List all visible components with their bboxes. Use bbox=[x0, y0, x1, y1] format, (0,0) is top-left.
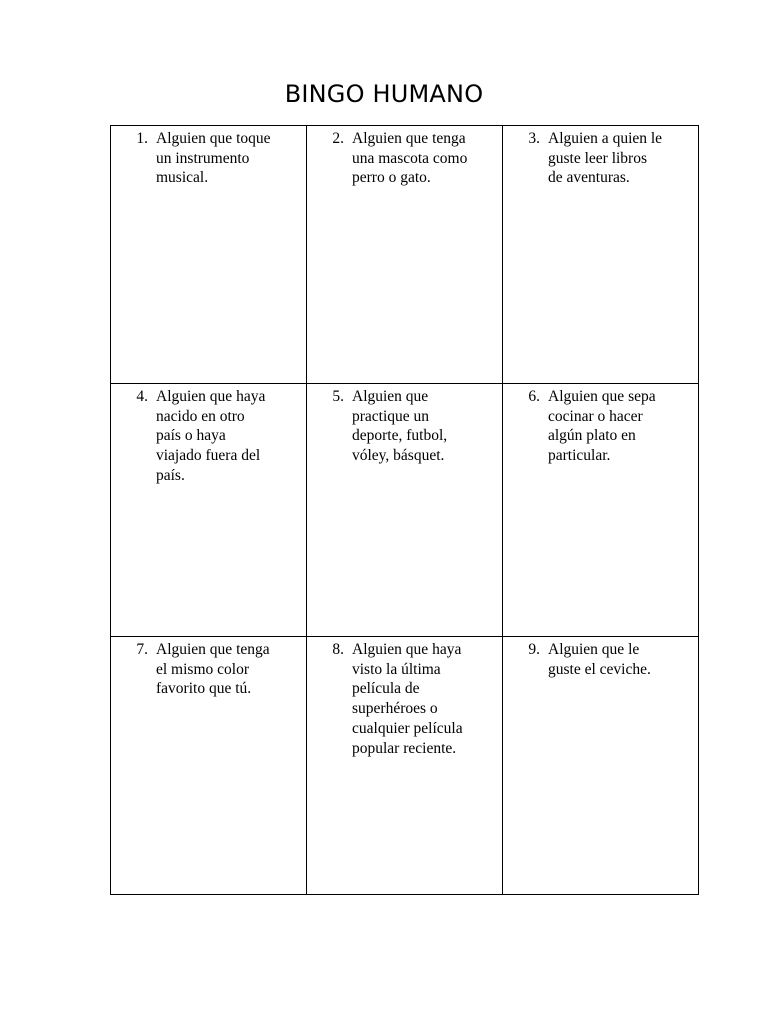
bingo-cell bbox=[503, 637, 699, 895]
bingo-grid bbox=[110, 125, 699, 895]
cell-text-line: nacido en otro bbox=[156, 407, 245, 425]
cell-text bbox=[548, 387, 698, 466]
bingo-cell bbox=[111, 126, 307, 384]
grid-row bbox=[111, 126, 699, 384]
cell-text-line: visto la última bbox=[352, 660, 441, 678]
cell-text-line: superhéroes o bbox=[352, 700, 438, 718]
cell-text-line: un instrumento bbox=[156, 149, 250, 167]
cell-number: 9. bbox=[528, 641, 540, 658]
bingo-cell bbox=[307, 126, 503, 384]
cell-text-line: Alguien que tenga bbox=[156, 641, 270, 658]
cell-text bbox=[352, 640, 502, 758]
cell-text-line: viajado fuera del bbox=[156, 447, 261, 465]
cell-text-line: perro o gato. bbox=[352, 169, 431, 187]
bingo-cell bbox=[111, 384, 307, 637]
cell-text-line: algún plato en bbox=[548, 427, 636, 445]
bingo-cell bbox=[307, 637, 503, 895]
cell-text-line: Alguien que haya bbox=[156, 388, 266, 405]
bingo-cell bbox=[111, 637, 307, 895]
cell-text-line: una mascota como bbox=[352, 149, 468, 167]
cell-text-line: cocinar o hacer bbox=[548, 407, 643, 425]
cell-text bbox=[156, 640, 306, 699]
cell-text-line: Alguien que tenga bbox=[352, 130, 466, 147]
grid-row bbox=[111, 637, 699, 895]
cell-text-line: Alguien que haya bbox=[352, 641, 462, 658]
cell-number: 3. bbox=[528, 130, 540, 147]
bingo-cell bbox=[307, 384, 503, 637]
cell-text-line: Alguien que sepa bbox=[548, 388, 656, 405]
cell-text bbox=[352, 387, 502, 466]
cell-text-line: Alguien que bbox=[352, 388, 429, 405]
cell-text bbox=[548, 129, 698, 188]
cell-text-line: guste el ceviche. bbox=[548, 660, 651, 678]
cell-text-line: cualquier película bbox=[352, 719, 463, 737]
cell-text-line: favorito que tú. bbox=[156, 680, 252, 698]
cell-text-line: Alguien que toque bbox=[156, 130, 271, 147]
cell-text-line: vóley, básquet. bbox=[352, 447, 445, 465]
cell-number: 2. bbox=[332, 130, 344, 147]
cell-number: 1. bbox=[136, 130, 148, 147]
cell-number: 4. bbox=[136, 388, 148, 405]
cell-text-line: país o haya bbox=[156, 427, 226, 445]
cell-text-line: país. bbox=[156, 466, 185, 484]
cell-text-line: popular reciente. bbox=[352, 739, 457, 757]
cell-text bbox=[548, 640, 698, 679]
cell-text-line: película de bbox=[352, 680, 420, 698]
cell-text bbox=[156, 129, 306, 188]
cell-text-line: Alguien que le bbox=[548, 641, 640, 658]
cell-number: 5. bbox=[332, 388, 344, 405]
cell-text-line: deporte, futbol, bbox=[352, 427, 448, 445]
cell-text-line: el mismo color bbox=[156, 660, 249, 678]
cell-text-line: musical. bbox=[156, 169, 209, 187]
cell-text-line: Alguien a quien le bbox=[548, 130, 663, 147]
cell-text bbox=[156, 387, 306, 486]
cell-text bbox=[352, 129, 502, 188]
cell-text-line: particular. bbox=[548, 447, 611, 465]
cell-text-line: de aventuras. bbox=[548, 169, 630, 187]
document-title: BINGO HUMANO bbox=[284, 80, 484, 108]
bingo-cell bbox=[503, 384, 699, 637]
cell-text-line: guste leer libros bbox=[548, 149, 648, 167]
bingo-cell bbox=[503, 126, 699, 384]
cell-number: 8. bbox=[332, 641, 344, 658]
cell-text-line: practique un bbox=[352, 407, 430, 425]
cell-number: 6. bbox=[528, 388, 540, 405]
cell-number: 7. bbox=[136, 641, 148, 658]
grid-row bbox=[111, 384, 699, 637]
